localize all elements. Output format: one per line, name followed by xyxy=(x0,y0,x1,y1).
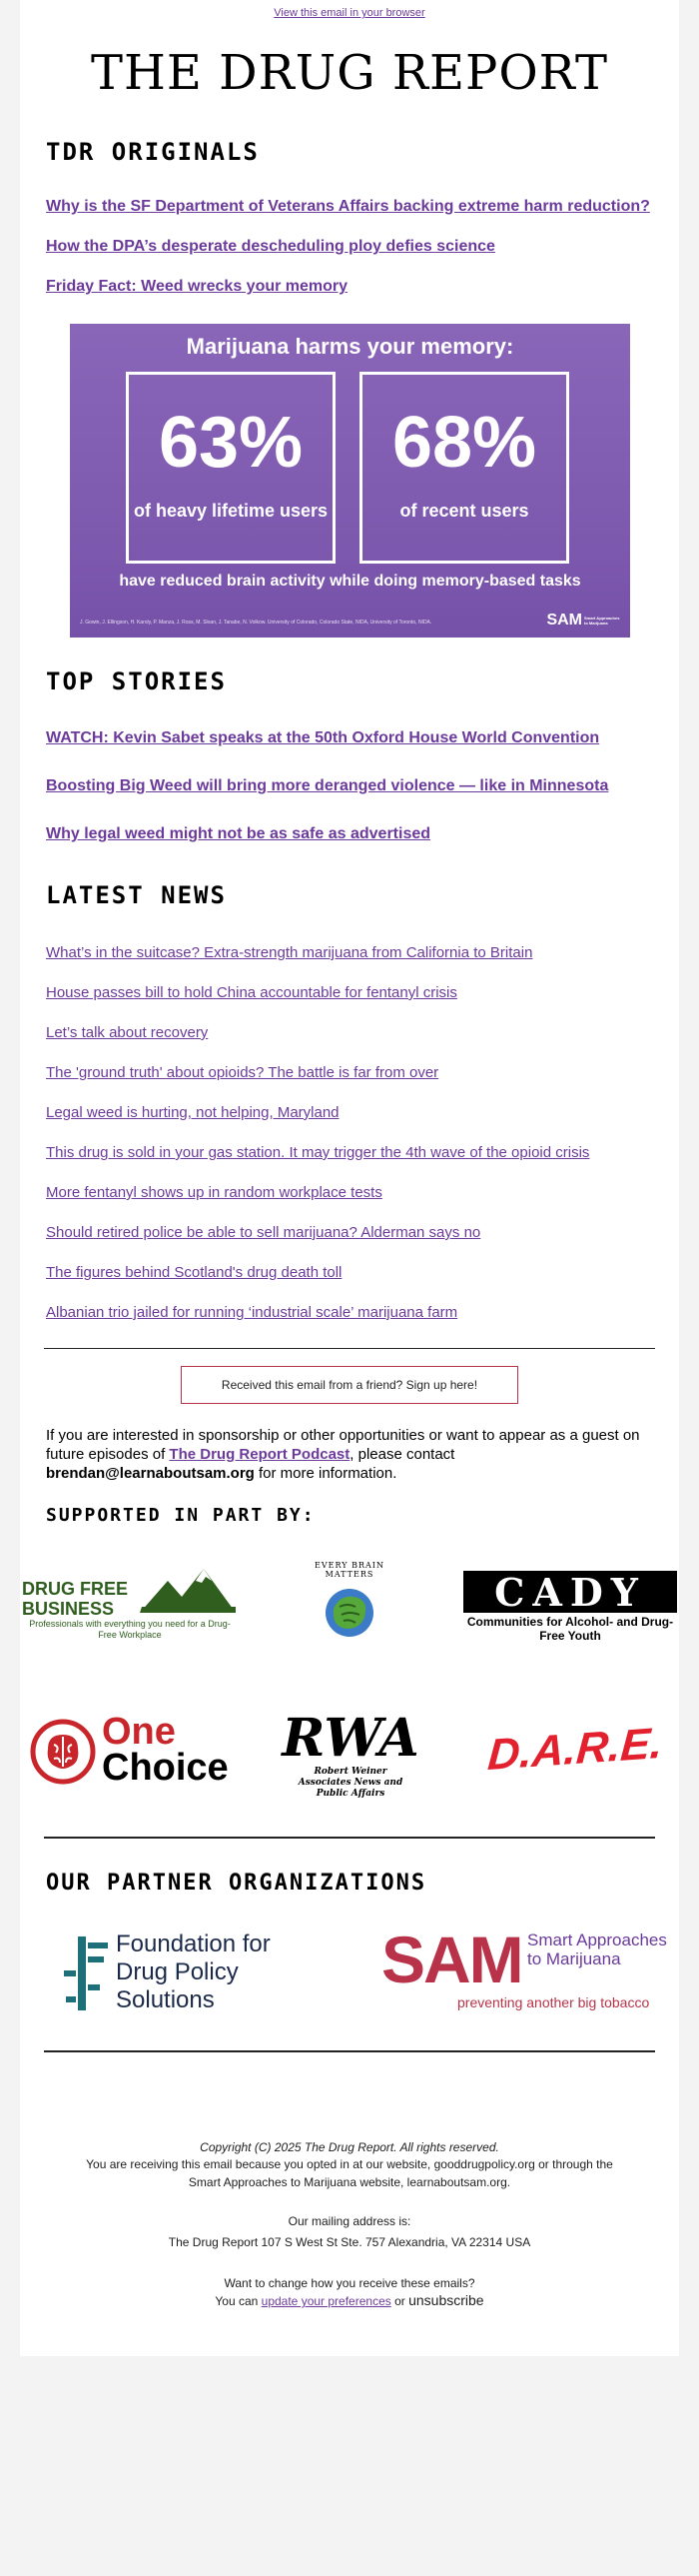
contact-email[interactable]: brendan@learnaboutsam.org xyxy=(46,1465,255,1482)
brain-circle-icon xyxy=(30,1719,96,1785)
section-title-latest-news: LATEST NEWS xyxy=(46,881,227,909)
sam-logo-text: SAM xyxy=(546,612,582,629)
sponsorship-text: If you are interested in sponsorship or other opportunities or want to appear as a guest on future episodes of xyxy=(46,1427,640,1463)
sam-logo xyxy=(546,612,620,630)
originals-link[interactable]: Why is the SF Department of Veterans Affairs backing extreme harm reduction? xyxy=(46,198,650,215)
news-link[interactable]: What’s in the suitcase? Extra-strength marijuana from California to Britain xyxy=(46,944,533,961)
divider xyxy=(44,1837,655,1839)
divider xyxy=(44,1348,655,1349)
section-title-top-stories: TOP STORIES xyxy=(46,667,227,695)
drug-free-business-logo[interactable] xyxy=(22,1567,238,1655)
cady-name: CADY xyxy=(463,1571,677,1613)
cady-logo[interactable] xyxy=(463,1567,677,1647)
one-choice-logo[interactable] xyxy=(26,1711,232,1791)
podcast-link[interactable]: The Drug Report Podcast xyxy=(169,1446,350,1463)
news-link[interactable]: Let’s talk about recovery xyxy=(46,1024,209,1041)
footer-text: You can xyxy=(215,2294,262,2308)
footer-address-label: Our mailing address is: xyxy=(288,2214,411,2228)
signup-button[interactable]: Received this email from a friend? Sign up here! xyxy=(181,1366,518,1404)
view-in-browser-link[interactable]: View this email in your browser xyxy=(274,7,425,19)
sam-partner-tagline: preventing another big tobacco xyxy=(457,1994,650,2010)
infographic-caption: have reduced brain activity while doing memory-based tasks xyxy=(119,573,581,590)
fdps-name: Foundation for Drug Policy Solutions xyxy=(116,1931,271,2013)
rwa-name: RWA xyxy=(282,1708,419,1769)
news-link[interactable]: The 'ground truth' about opioids? The battle is far from over xyxy=(46,1064,439,1081)
footer-copyright: Copyright (C) 2025 The Drug Report. All rights reserved. xyxy=(200,2140,499,2154)
section-title-partners: OUR PARTNER ORGANIZATIONS xyxy=(46,1871,427,1896)
sponsorship-text: for more information. xyxy=(254,1465,397,1482)
top-story-link[interactable]: Boosting Big Weed will bring more deranged violence — like in Minnesota xyxy=(46,777,609,794)
ebm-name: EVERY BRAIN MATTERS xyxy=(315,1561,384,1579)
footer-reason: You are receiving this email because you opted in at our website, gooddrugpolicy.org or through the Smart Approaches to Marijuana website, learnaboutsam.org. xyxy=(86,2157,613,2189)
stat-label: of heavy lifetime users xyxy=(133,501,329,521)
one-choice-name-2: Choice xyxy=(102,1747,229,1789)
every-brain-matters-logo[interactable] xyxy=(300,1559,399,1663)
dare-name: D.A.R.E. xyxy=(485,1719,665,1780)
update-preferences-link[interactable]: update your preferences xyxy=(261,2294,391,2308)
news-link[interactable]: More fentanyl shows up in random workplace tests xyxy=(46,1184,382,1201)
news-link[interactable]: Legal weed is hurting, not helping, Maryland xyxy=(46,1104,340,1121)
section-title-supporters: SUPPORTED IN PART BY: xyxy=(46,1505,316,1526)
dfb-name: DRUG FREE BUSINESS xyxy=(22,1579,129,1619)
unsubscribe-link[interactable]: unsubscribe xyxy=(408,2292,484,2308)
sam-partner-logo[interactable] xyxy=(381,1923,667,2016)
news-link[interactable]: The figures behind Scotland's drug death toll xyxy=(46,1264,343,1281)
news-link[interactable]: Should retired police be able to sell marijuana? Alderman says no xyxy=(46,1224,481,1241)
masthead: THE DRUG REPORT xyxy=(91,45,608,101)
divider xyxy=(44,2050,655,2052)
sponsorship-text: , please contact xyxy=(350,1446,455,1463)
stat-box-heavy-users xyxy=(126,372,336,564)
top-story-link[interactable]: WATCH: Kevin Sabet speaks at the 50th Oxford House World Convention xyxy=(46,729,600,746)
sam-partner-sub: Smart Approaches to Marijuana xyxy=(527,1931,667,1968)
footer-text: or xyxy=(390,2294,409,2308)
sponsorship-paragraph xyxy=(46,1426,655,1483)
email-body xyxy=(20,0,679,2356)
one-choice-name-1: One xyxy=(102,1711,176,1753)
dare-logo[interactable] xyxy=(485,1717,665,1783)
footer-preferences-line xyxy=(20,2291,679,2310)
stat-value: 68% xyxy=(391,403,537,483)
rwa-logo[interactable] xyxy=(276,1708,425,1799)
stat-value: 63% xyxy=(158,403,304,483)
fdps-mark-icon xyxy=(64,1936,108,2010)
stat-label: of recent users xyxy=(399,501,529,521)
memory-infographic[interactable] xyxy=(70,324,630,638)
fdps-logo[interactable] xyxy=(64,1925,314,2014)
news-link[interactable]: This drug is sold in your gas station. It may trigger the 4th wave of the opioid crisis xyxy=(46,1144,590,1161)
footer-address: The Drug Report 107 S West St Ste. 757 Alexandria, VA 22314 USA xyxy=(168,2235,531,2249)
news-link[interactable]: Albanian trio jailed for running ‘industrial scale’ marijuana farm xyxy=(46,1304,458,1321)
news-link[interactable]: House passes bill to hold China accountable for fentanyl crisis xyxy=(46,984,457,1001)
dfb-tagline: Professionals with everything you need for a Drug-Free Workplace xyxy=(29,1619,231,1640)
top-story-link[interactable]: Why legal weed might not be as safe as advertised xyxy=(46,825,431,842)
sam-partner-name: SAM xyxy=(381,1923,522,1996)
originals-link[interactable]: Friday Fact: Weed wrecks your memory xyxy=(46,278,349,295)
stat-box-recent-users xyxy=(359,372,569,564)
mountain-icon xyxy=(140,1567,236,1613)
section-title-originals: TDR ORIGINALS xyxy=(46,138,260,166)
footer-change-prompt: Want to change how you receive these emails? xyxy=(224,2276,475,2290)
infographic-credits: J. Gowin, J. Ellingson, H. Karoly, P. Manza, J. Ross, M. Sloan, J. Tanabe, N. Volkow. University of Colorado, Colorado State, NIDA, University of Toronto, NIDA. xyxy=(80,620,432,626)
sam-logo-subtext: Smart Approaches to Marijuana xyxy=(584,615,620,626)
infographic-title: Marijuana harms your memory: xyxy=(186,334,514,359)
originals-link[interactable]: How the DPA’s desperate descheduling ploy defies science xyxy=(46,238,495,255)
cady-sub: Communities for Alcohol- and Drug-Free Youth xyxy=(466,1615,674,1643)
rwa-sub: Robert Weiner Associates News and Public Affairs xyxy=(298,1767,403,1799)
